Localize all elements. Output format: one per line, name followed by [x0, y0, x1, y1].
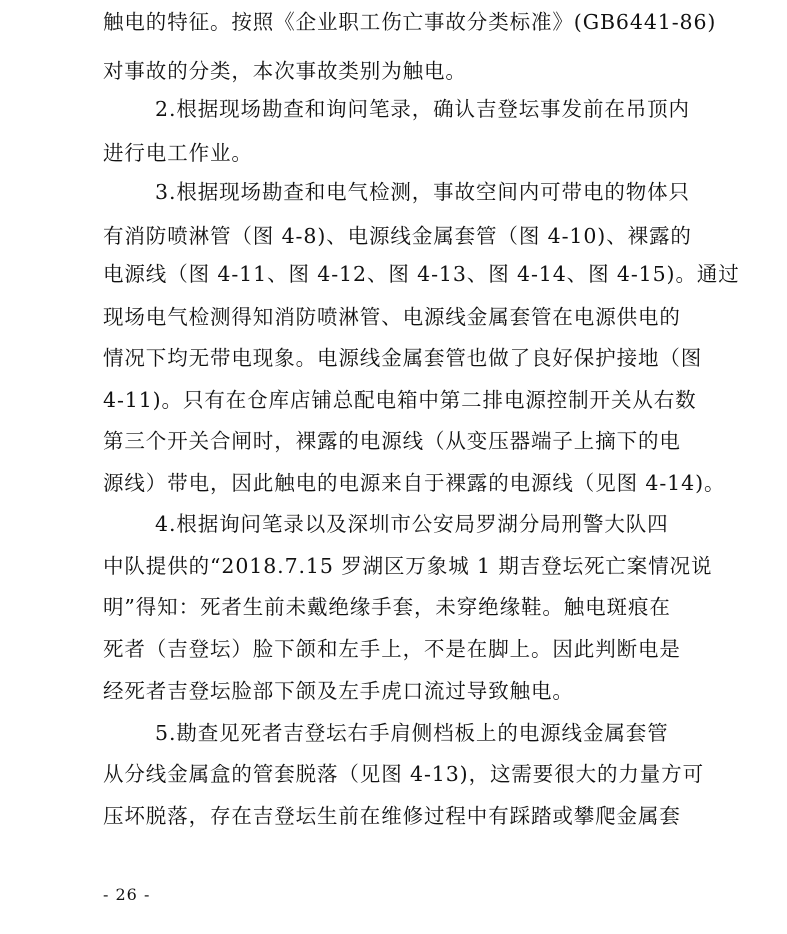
text-line: 明”得知：死者生前未戴绝缘手套，未穿绝缘鞋。触电斑痕在 [103, 595, 671, 619]
text-line: 压坏脱落，存在吉登坛生前在维修过程中有踩踏或攀爬金属套 [103, 804, 681, 828]
text-line: 第三个开关合闸时，裸露的电源线（从变压器端子上摘下的电 [103, 429, 681, 453]
text-line: 经死者吉登坛脸部下颌及左手虎口流过导致触电。 [103, 679, 574, 703]
paragraph-5-start: 5.勘查见死者吉登坛右手肩侧档板上的电源线金属套管 [155, 721, 669, 745]
text-line: 死者（吉登坛）脸下颌和左手上，不是在脚上。因此判断电是 [103, 637, 681, 661]
paragraph-3-start: 3.根据现场勘查和电气检测，事故空间内可带电的物体只 [155, 180, 690, 204]
text-line: 从分线金属盒的管套脱落（见图 4-13)，这需要很大的力量方可 [103, 762, 704, 786]
text-line: 4-11)。只有在仓库店铺总配电箱中第二排电源控制开关从右数 [103, 388, 697, 412]
text-line: 中队提供的“2018.7.15 罗湖区万象城 1 期吉登坛死亡案情况说 [103, 554, 713, 578]
paragraph-4-start: 4.根据询问笔录以及深圳市公安局罗湖分局刑警大队四 [155, 512, 669, 536]
text-line: 进行电工作业。 [103, 141, 253, 165]
page-number: - 26 - [103, 885, 151, 904]
text-line: 电源线（图 4-11、图 4-12、图 4-13、图 4-14、图 4-15)。通过 [103, 262, 740, 286]
text-line: 触电的特征。按照《企业职工伤亡事故分类标准》(GB6441-86) [103, 10, 717, 34]
text-line: 情况下均无带电现象。电源线金属套管也做了良好保护接地（图 [103, 346, 703, 370]
text-line: 对事故的分类，本次事故类别为触电。 [103, 59, 467, 83]
text-line: 源线）带电，因此触电的电源来自于裸露的电源线（见图 4-14)。 [103, 471, 726, 495]
text-line: 现场电气检测得知消防喷淋管、电源线金属套管在电源供电的 [103, 305, 681, 329]
text-line: 有消防喷淋管（图 4-8)、电源线金属套管（图 4-10)、裸露的 [103, 224, 692, 248]
paragraph-2-start: 2.根据现场勘查和询问笔录，确认吉登坛事发前在吊顶内 [155, 97, 690, 121]
